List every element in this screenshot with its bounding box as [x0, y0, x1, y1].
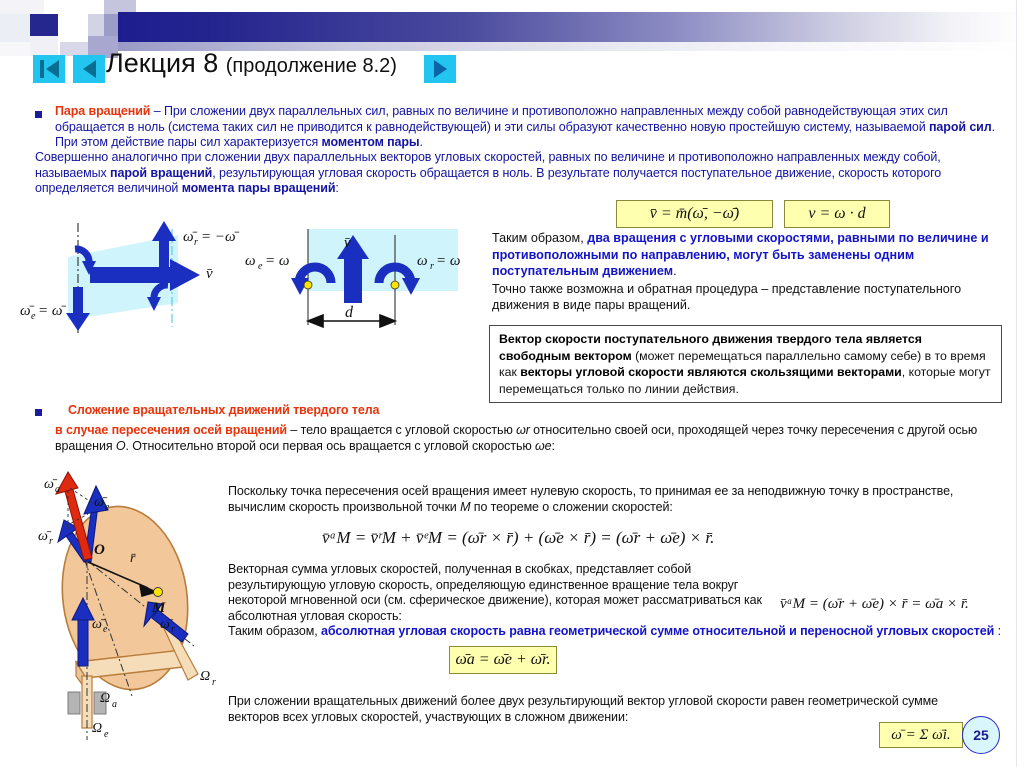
svg-text:r: r [49, 536, 53, 547]
triangle-left-icon [83, 60, 96, 78]
right-text-1-highlight: два вращения с угловыми скоростями, равными по величине и противоположными по направлению, могут быть заменены одним поступательным движением [492, 231, 989, 278]
formula-3-text: v̄ᵃM = v̄ʳM + v̄ᵉM = (ω̄r × r̄) + (ω̄e × r̄) = (ω̄r + ω̄e) × r̄. [322, 528, 715, 547]
section1-bold-2: моментом пары [321, 135, 420, 150]
right-text-block-1 [492, 230, 1000, 314]
section2-lead1-text: Сложение вращательных движений твердого тела [68, 403, 380, 417]
body-paragraph-6 [228, 694, 943, 725]
svg-text:e: e [31, 311, 36, 322]
right-text-1a: Таким образом, [492, 231, 588, 245]
section1-p2b: , результирующая угловая скорость обращается в ноль. В результате получается поступательное движение, скорость которого определяется величиной [35, 165, 942, 196]
diagram2-label-wr: ω [417, 253, 428, 269]
body-paragraph-4 [228, 562, 768, 624]
body-p4-text: Векторная сумма угловых скоростей, полученная в скобках, представляет собой результирующую угловую скорость, определяющую единственное вращение тела вокруг некоторой мгновенной оси (см. сферическое движение), которая может рассматриваться как абсолютная угловая скорость: [228, 562, 762, 623]
diagram1-label-we: ω̄ [20, 303, 31, 319]
callout-box [489, 325, 1002, 403]
body-p5b: : [994, 624, 1001, 638]
triangle-left-icon [46, 60, 59, 78]
right-edge-line [1016, 0, 1017, 767]
section2-rest-d: : [551, 438, 555, 453]
section1-lead: Пара вращений [55, 104, 151, 118]
section2-rest-a: – тело вращается с угловой скоростью [287, 423, 517, 437]
section1-p1: – При сложении двух параллельных сил, равных по величине и противоположно направленных между собой равнодействующая этих сил обращается в ноль (система таких сил не приводится к равнодействующей) и эти силы образуют качественно новую простейшую систему, называемой [55, 104, 948, 134]
formula-5-text: ω̄a = ω̄e + ω̄r. [455, 651, 551, 668]
diagram3-label-Omega-r: Ω [200, 669, 211, 684]
page-title [106, 48, 397, 79]
section2-rest-c: . Относительно второй оси первая ось вращается с угловой скоростью [125, 438, 536, 453]
section2-omega-e: ωe [535, 438, 552, 453]
body-paragraph-3 [228, 484, 1003, 515]
diagram2-label-we: ω [245, 253, 256, 269]
diagram1-label-wr: ω̄ [183, 229, 194, 245]
diagram2-label-d: d [345, 304, 353, 321]
formula-box-2 [784, 200, 890, 228]
formula-3 [322, 528, 714, 548]
svg-text:r: r [171, 624, 175, 635]
right-text-1c: Точно также возможна и обратная процедура – представление поступательного движения в виде пары вращений. [492, 281, 962, 312]
section1-p2a: Совершенно аналогично при сложении двух параллельных векторов угловых скоростей, равных по величине и противоположно направленных между собой, называемых [35, 150, 941, 180]
section1-bold-4: момента пары вращений [181, 181, 336, 196]
header-gradient-bar [118, 12, 1024, 42]
bullet-marker-2 [35, 409, 42, 416]
diagram3-label-O: O [94, 542, 105, 558]
body-p3a: Поскольку точка пересечения осей вращения имеет нулевую скорость, то принимая ее за неподвижную точку в пространстве, вычислим скорость произвольной точки [228, 484, 954, 514]
section2-omega-r: ωr [516, 423, 530, 437]
deco-square [0, 42, 30, 56]
svg-text:= −ω̄: = −ω̄ [201, 229, 236, 245]
formula-6-text: ω̄ = Σ ω̄i. [891, 726, 951, 743]
next-slide-button[interactable] [424, 55, 456, 83]
svg-text:= ω: = ω [265, 253, 290, 269]
first-slide-button[interactable] [33, 55, 65, 83]
deco-square [60, 42, 90, 56]
callout-text-1: (может перемещаться параллельно самому себе) в то время как [499, 348, 986, 379]
svg-text:= ω̄: = ω̄ [38, 303, 63, 319]
diagram3-label-we-inner: ω̄ [92, 617, 102, 632]
diagram3-label-M: M [152, 600, 166, 616]
previous-slide-button[interactable] [73, 55, 105, 83]
callout-text-2: , которые могут перемещаться только по линии действия. [499, 365, 991, 396]
section2-rest-b: относительно своей оси, проходящей через точку пересечения с другой осью вращения [55, 423, 978, 453]
deco-square [30, 36, 58, 56]
nav-bar-glyph [40, 60, 44, 78]
body-p5-highlight: абсолютная угловая скорость равна геометрической сумме относительной и переносной угловых скоростей [321, 624, 995, 638]
svg-text:r: r [430, 261, 434, 272]
deco-square-dark [30, 14, 58, 36]
page-number-badge [962, 716, 1000, 754]
section2-lead1 [68, 403, 379, 419]
svg-text:r: r [212, 677, 216, 688]
formula-box-6 [879, 722, 963, 748]
section2-lead2-line [55, 423, 1015, 454]
callout-bold-1: Вектор скорости поступательного движения твердого тела является свободным вектором [499, 332, 922, 363]
svg-text:r: r [194, 237, 198, 248]
diagram3-label-wr-top: ω̄ [38, 529, 48, 544]
deco-square [44, 0, 74, 14]
diagram3-label-wa: ω̄ [44, 477, 54, 492]
formula-4-text: v̄ᵃM = (ω̄r + ω̄e) × r̄ = ω̄a × r̄. [780, 596, 969, 612]
svg-text:a: a [112, 699, 117, 710]
diagram3-label-we: ω̄ [94, 495, 104, 510]
body-paragraph-5 [228, 624, 1003, 640]
page-number-text: 25 [973, 727, 989, 743]
section1-p1c: . При этом действие пары сил характеризуется [55, 119, 995, 150]
body-p6-text: При сложении вращательных движений более двух результирующий вектор угловой скорости равен геометрической сумме векторов всех угловых скоростей, участвующих в сложном движении: [228, 694, 939, 724]
deco-square [0, 14, 30, 42]
diagram3-label-r: r̄ [130, 551, 136, 566]
diagram3-label-wr-inner: ω̄ [160, 617, 170, 632]
deco-square [74, 0, 104, 14]
diagram3-label-Omega-a: Ω [100, 691, 111, 706]
title-row [0, 48, 1024, 95]
title-main: Лекция 8 [106, 48, 219, 78]
section1-paragraph-2 [35, 150, 1010, 197]
diagram1-label-v: v̄ [206, 266, 213, 282]
deco-square [0, 0, 44, 14]
section1-bold-3: парой вращений [110, 165, 213, 180]
body-p3-M: M [460, 499, 471, 514]
svg-text:= ω: = ω [436, 253, 461, 269]
diagram-intersecting-axes [22, 470, 237, 760]
diagram3-label-Omega-e: Ω [92, 721, 103, 736]
formula-box-5 [449, 646, 557, 674]
section1-p1d: . [419, 135, 423, 150]
bullet-marker-1 [35, 111, 42, 118]
body-p3b: по теореме о сложении скоростей: [470, 499, 673, 514]
svg-text:e: e [105, 502, 110, 513]
title-sub: (продолжение 8.2) [225, 55, 397, 77]
formula-1-text: v̄ = m̄(ω̄, −ω̄) [649, 205, 740, 222]
diagram-translation-equivalent [245, 225, 475, 360]
triangle-right-icon [434, 60, 447, 78]
formula-2-text: v = ω · d [808, 205, 866, 222]
deco-square [58, 14, 88, 42]
section1-p2c: : [335, 181, 339, 196]
section1-paragraph [55, 104, 1010, 151]
body-p5a: Таким образом, [228, 624, 322, 638]
section2-point-O: O [115, 438, 126, 453]
diagram2-label-v: v̄ [344, 235, 351, 251]
svg-text:e: e [258, 261, 263, 272]
callout-bold-2: векторы угловой скорости являются скользящими векторами [520, 365, 902, 379]
section2-lead2-text: в случае пересечения осей вращений [55, 423, 288, 437]
svg-text:e: e [103, 624, 108, 635]
right-text-1b: . [673, 264, 677, 278]
formula-4 [780, 596, 969, 613]
svg-text:a: a [55, 484, 60, 495]
svg-text:e: e [104, 729, 109, 740]
formula-box-1 [616, 200, 773, 228]
section1-bold-1: парой сил [928, 119, 992, 134]
